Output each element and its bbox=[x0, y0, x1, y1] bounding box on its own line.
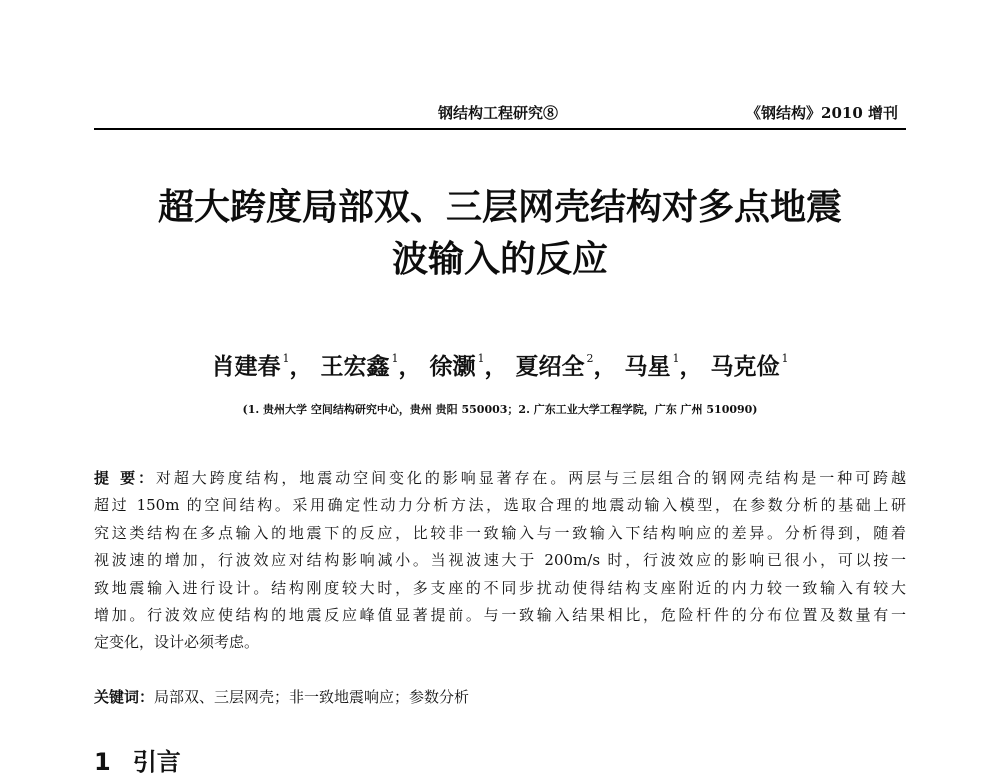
abstract-line: 致地震输入进行设计。结构刚度较大时，多支座的不同步扰动使得结构支座附近的内力较一致输入有较大 bbox=[94, 578, 906, 597]
author-affiliation-mark: 1 bbox=[477, 352, 485, 365]
author-affiliation-mark: 1 bbox=[282, 352, 290, 365]
author-separator: ， bbox=[679, 353, 703, 380]
author-separator: ， bbox=[398, 353, 422, 380]
affiliation-line: (1. 贵州大学 空间结构研究中心，贵州 贵阳 550003；2. 广东工业大学工程学院，广东 广州 510090) bbox=[242, 403, 758, 416]
journal-label: 《钢结构》2010 增刊 bbox=[746, 104, 898, 122]
author-separator: ， bbox=[593, 353, 617, 380]
abstract-line: 定变化，设计必须考虑。 bbox=[94, 633, 260, 652]
author-separator: ， bbox=[289, 353, 313, 380]
author-name: 马克俭 bbox=[710, 353, 780, 380]
author-list bbox=[60, 348, 940, 381]
author-affiliation-mark: 1 bbox=[781, 352, 789, 365]
abstract-line: 超过 150m 的空间结构。采用确定性动力分析方法，选取合理的地震动输入模型，在参数分析的基础上研 bbox=[94, 496, 906, 515]
keywords bbox=[94, 686, 469, 707]
abstract bbox=[94, 465, 906, 657]
author-affiliation-mark: 2 bbox=[586, 352, 594, 365]
author-separator: ， bbox=[484, 353, 508, 380]
section-number: 1 bbox=[94, 748, 111, 776]
abstract-label: 提 要： bbox=[94, 469, 156, 487]
abstract-line: 究这类结构在多点输入的地震下的反应，比较非一致输入与一致输入下结构响应的差异。分析得到，随着 bbox=[94, 523, 906, 542]
author-name: 王宏鑫 bbox=[320, 353, 390, 380]
author-name: 徐灏 bbox=[429, 353, 476, 380]
author-affiliation-mark: 1 bbox=[391, 352, 399, 365]
abstract-line: 视波速的增加，行波效应对结构影响减小。当视波速大于 200m/s 时，行波效应的影响已很小，可以按一 bbox=[94, 551, 906, 570]
title-line-1: 超大跨度局部双、三层网壳结构对多点地震 bbox=[157, 187, 842, 228]
abstract-line: 增加。行波效应使结构的地震反应峰值显著提前。与一致输入结果相比，危险杆件的分布位置及数量有一 bbox=[94, 605, 906, 624]
title-line-2: 波输入的反应 bbox=[391, 239, 608, 280]
keywords-label: 关键词： bbox=[94, 688, 155, 706]
series-label: 钢结构工程研究⑧ bbox=[438, 104, 559, 122]
section-title: 引言 bbox=[132, 748, 181, 776]
running-header bbox=[94, 98, 906, 130]
abstract-line: 提 要：对超大跨度结构，地震动空间变化的影响显著存在。两层与三层组合的钢网壳结构是一种可跨越 bbox=[94, 469, 906, 487]
paper-title bbox=[60, 182, 940, 286]
keywords-text: 局部双、三层网壳；非一致地震响应；参数分析 bbox=[154, 688, 470, 706]
author-name: 肖建春 bbox=[211, 353, 281, 380]
author-name: 夏绍全 bbox=[515, 353, 585, 380]
author-name: 马星 bbox=[624, 353, 671, 380]
author-affiliation-mark: 1 bbox=[672, 352, 680, 365]
